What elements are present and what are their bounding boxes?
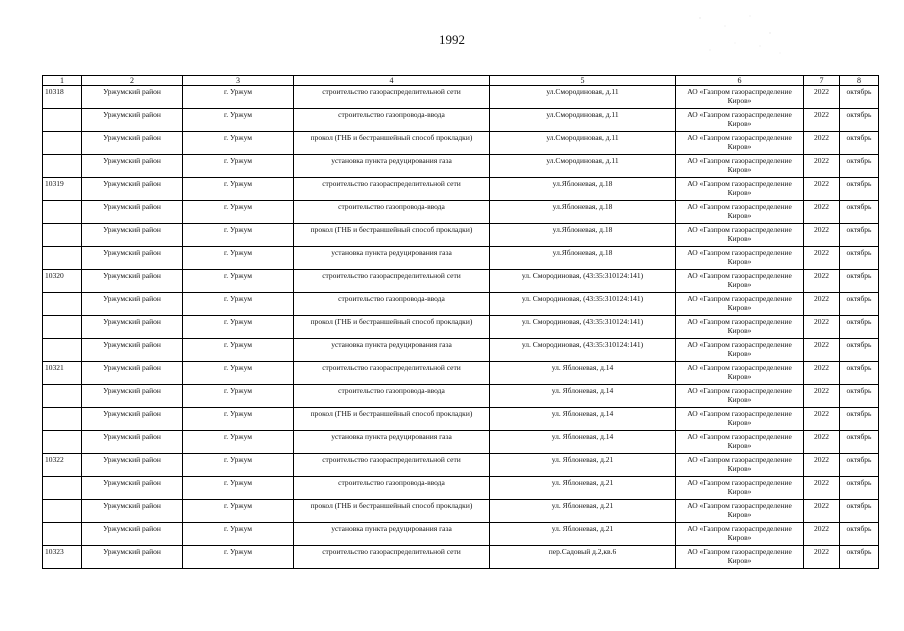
table-row bbox=[43, 316, 879, 339]
cell-town: г. Уржум bbox=[183, 385, 294, 408]
cell-organization: АО «Газпром газораспределение Киров» bbox=[676, 431, 804, 454]
table-row bbox=[43, 546, 879, 569]
cell-id bbox=[43, 523, 82, 546]
cell-year: 2022 bbox=[804, 339, 840, 362]
cell-work-type: прокол (ГНБ и бестраншейный способ прокладки) bbox=[294, 316, 490, 339]
cell-organization: АО «Газпром газораспределение Киров» bbox=[676, 523, 804, 546]
cell-work-type: установка пункта редуцирования газа bbox=[294, 155, 490, 178]
cell-id: 10320 bbox=[43, 270, 82, 293]
cell-year: 2022 bbox=[804, 477, 840, 500]
cell-organization: АО «Газпром газораспределение Киров» bbox=[676, 454, 804, 477]
cell-id bbox=[43, 339, 82, 362]
cell-year: 2022 bbox=[804, 454, 840, 477]
cell-id bbox=[43, 247, 82, 270]
cell-town: г. Уржум bbox=[183, 339, 294, 362]
cell-district: Уржумский район bbox=[82, 546, 183, 569]
cell-town: г. Уржум bbox=[183, 408, 294, 431]
cell-work-type: строительство газораспределительной сети bbox=[294, 454, 490, 477]
table-row bbox=[43, 431, 879, 454]
cell-year: 2022 bbox=[804, 155, 840, 178]
page-number: 1992 bbox=[439, 32, 465, 47]
cell-organization: АО «Газпром газораспределение Киров» bbox=[676, 477, 804, 500]
cell-district: Уржумский район bbox=[82, 132, 183, 155]
cell-address: ул.Смородиновая, д.11 bbox=[490, 132, 676, 155]
cell-district: Уржумский район bbox=[82, 86, 183, 109]
cell-work-type: прокол (ГНБ и бестраншейный способ прокладки) bbox=[294, 132, 490, 155]
cell-organization: АО «Газпром газораспределение Киров» bbox=[676, 132, 804, 155]
table-row bbox=[43, 155, 879, 178]
cell-work-type: строительство газопровода-ввода bbox=[294, 293, 490, 316]
cell-address: ул. Смородиновая, (43:35:310124:141) bbox=[490, 270, 676, 293]
cell-year: 2022 bbox=[804, 385, 840, 408]
cell-address: ул. Яблоневая, д.14 bbox=[490, 408, 676, 431]
table-header-row bbox=[43, 76, 879, 86]
cell-district: Уржумский район bbox=[82, 362, 183, 385]
cell-work-type: строительство газопровода-ввода bbox=[294, 109, 490, 132]
table-row bbox=[43, 385, 879, 408]
cell-month: октябрь bbox=[840, 109, 879, 132]
cell-district: Уржумский район bbox=[82, 178, 183, 201]
cell-district: Уржумский район bbox=[82, 454, 183, 477]
cell-address: ул.Смородиновая, д.11 bbox=[490, 86, 676, 109]
cell-organization: АО «Газпром газораспределение Киров» bbox=[676, 385, 804, 408]
table-row bbox=[43, 500, 879, 523]
cell-work-type: установка пункта редуцирования газа bbox=[294, 431, 490, 454]
cell-town: г. Уржум bbox=[183, 247, 294, 270]
cell-year: 2022 bbox=[804, 86, 840, 109]
cell-year: 2022 bbox=[804, 546, 840, 569]
cell-district: Уржумский район bbox=[82, 477, 183, 500]
cell-id bbox=[43, 293, 82, 316]
cell-address: ул. Яблоневая, д.21 bbox=[490, 523, 676, 546]
cell-town: г. Уржум bbox=[183, 132, 294, 155]
cell-organization: АО «Газпром газораспределение Киров» bbox=[676, 316, 804, 339]
cell-town: г. Уржум bbox=[183, 201, 294, 224]
cell-address: пер.Садовый д.2,кв.6 bbox=[490, 546, 676, 569]
table-row bbox=[43, 247, 879, 270]
cell-month: октябрь bbox=[840, 431, 879, 454]
column-header: 6 bbox=[676, 76, 804, 86]
cell-year: 2022 bbox=[804, 178, 840, 201]
cell-year: 2022 bbox=[804, 408, 840, 431]
cell-district: Уржумский район bbox=[82, 431, 183, 454]
cell-id bbox=[43, 155, 82, 178]
cell-district: Уржумский район bbox=[82, 201, 183, 224]
cell-organization: АО «Газпром газораспределение Киров» bbox=[676, 86, 804, 109]
cell-month: октябрь bbox=[840, 270, 879, 293]
cell-id bbox=[43, 431, 82, 454]
cell-organization: АО «Газпром газораспределение Киров» bbox=[676, 546, 804, 569]
table-row bbox=[43, 132, 879, 155]
table-row bbox=[43, 109, 879, 132]
scan-noise bbox=[680, 8, 800, 63]
cell-district: Уржумский район bbox=[82, 270, 183, 293]
cell-month: октябрь bbox=[840, 454, 879, 477]
cell-address: ул. Яблоневая, д.21 bbox=[490, 477, 676, 500]
cell-month: октябрь bbox=[840, 293, 879, 316]
cell-town: г. Уржум bbox=[183, 500, 294, 523]
cell-month: октябрь bbox=[840, 362, 879, 385]
cell-id bbox=[43, 132, 82, 155]
cell-town: г. Уржум bbox=[183, 316, 294, 339]
cell-work-type: установка пункта редуцирования газа bbox=[294, 339, 490, 362]
cell-year: 2022 bbox=[804, 109, 840, 132]
data-table bbox=[42, 75, 879, 569]
cell-work-type: прокол (ГНБ и бестраншейный способ прокладки) bbox=[294, 224, 490, 247]
cell-district: Уржумский район bbox=[82, 523, 183, 546]
cell-address: ул. Яблоневая, д.14 bbox=[490, 431, 676, 454]
cell-organization: АО «Газпром газораспределение Киров» bbox=[676, 224, 804, 247]
cell-address: ул. Яблоневая, д.14 bbox=[490, 362, 676, 385]
cell-address: ул. Яблоневая, д.14 bbox=[490, 385, 676, 408]
cell-id: 10321 bbox=[43, 362, 82, 385]
cell-town: г. Уржум bbox=[183, 477, 294, 500]
cell-organization: АО «Газпром газораспределение Киров» bbox=[676, 293, 804, 316]
cell-town: г. Уржум bbox=[183, 431, 294, 454]
cell-address: ул.Яблоневая, д.18 bbox=[490, 247, 676, 270]
cell-month: октябрь bbox=[840, 477, 879, 500]
cell-work-type: установка пункта редуцирования газа bbox=[294, 247, 490, 270]
cell-year: 2022 bbox=[804, 293, 840, 316]
column-header: 3 bbox=[183, 76, 294, 86]
cell-id bbox=[43, 500, 82, 523]
cell-month: октябрь bbox=[840, 316, 879, 339]
cell-work-type: установка пункта редуцирования газа bbox=[294, 523, 490, 546]
cell-year: 2022 bbox=[804, 270, 840, 293]
cell-town: г. Уржум bbox=[183, 362, 294, 385]
cell-district: Уржумский район bbox=[82, 224, 183, 247]
cell-month: октябрь bbox=[840, 546, 879, 569]
cell-organization: АО «Газпром газораспределение Киров» bbox=[676, 362, 804, 385]
cell-id: 10323 bbox=[43, 546, 82, 569]
cell-id: 10322 bbox=[43, 454, 82, 477]
cell-work-type: прокол (ГНБ и бестраншейный способ прокладки) bbox=[294, 408, 490, 431]
cell-district: Уржумский район bbox=[82, 247, 183, 270]
cell-address: ул. Смородиновая, (43:35:310124:141) bbox=[490, 316, 676, 339]
cell-month: октябрь bbox=[840, 408, 879, 431]
cell-month: октябрь bbox=[840, 86, 879, 109]
cell-address: ул.Яблоневая, д.18 bbox=[490, 224, 676, 247]
cell-town: г. Уржум bbox=[183, 86, 294, 109]
cell-year: 2022 bbox=[804, 132, 840, 155]
cell-year: 2022 bbox=[804, 431, 840, 454]
cell-district: Уржумский район bbox=[82, 316, 183, 339]
cell-work-type: строительство газопровода-ввода bbox=[294, 477, 490, 500]
cell-work-type: строительство газопровода-ввода bbox=[294, 385, 490, 408]
table-row bbox=[43, 224, 879, 247]
cell-month: октябрь bbox=[840, 385, 879, 408]
table-row bbox=[43, 454, 879, 477]
cell-town: г. Уржум bbox=[183, 224, 294, 247]
cell-town: г. Уржум bbox=[183, 155, 294, 178]
cell-year: 2022 bbox=[804, 362, 840, 385]
table-row bbox=[43, 408, 879, 431]
cell-month: октябрь bbox=[840, 339, 879, 362]
column-header: 7 bbox=[804, 76, 840, 86]
cell-month: октябрь bbox=[840, 500, 879, 523]
cell-district: Уржумский район bbox=[82, 155, 183, 178]
cell-year: 2022 bbox=[804, 224, 840, 247]
cell-id bbox=[43, 201, 82, 224]
cell-organization: АО «Газпром газораспределение Киров» bbox=[676, 500, 804, 523]
table-row bbox=[43, 339, 879, 362]
cell-organization: АО «Газпром газораспределение Киров» bbox=[676, 109, 804, 132]
cell-address: ул.Смородиновая, д.11 bbox=[490, 109, 676, 132]
cell-town: г. Уржум bbox=[183, 109, 294, 132]
cell-year: 2022 bbox=[804, 201, 840, 224]
cell-district: Уржумский район bbox=[82, 339, 183, 362]
cell-organization: АО «Газпром газораспределение Киров» bbox=[676, 408, 804, 431]
cell-organization: АО «Газпром газораспределение Киров» bbox=[676, 201, 804, 224]
cell-town: г. Уржум bbox=[183, 270, 294, 293]
cell-year: 2022 bbox=[804, 500, 840, 523]
cell-organization: АО «Газпром газораспределение Киров» bbox=[676, 155, 804, 178]
cell-district: Уржумский район bbox=[82, 109, 183, 132]
cell-month: октябрь bbox=[840, 155, 879, 178]
cell-address: ул.Яблоневая, д.18 bbox=[490, 178, 676, 201]
table-row bbox=[43, 477, 879, 500]
cell-address: ул. Яблоневая, д.21 bbox=[490, 454, 676, 477]
cell-organization: АО «Газпром газораспределение Киров» bbox=[676, 270, 804, 293]
cell-organization: АО «Газпром газораспределение Киров» bbox=[676, 339, 804, 362]
cell-address: ул.Смородиновая, д.11 bbox=[490, 155, 676, 178]
cell-address: ул.Яблоневая, д.18 bbox=[490, 201, 676, 224]
table-row bbox=[43, 523, 879, 546]
cell-id: 10319 bbox=[43, 178, 82, 201]
cell-town: г. Уржум bbox=[183, 293, 294, 316]
table-body bbox=[43, 86, 879, 569]
column-header: 1 bbox=[43, 76, 82, 86]
cell-address: ул. Смородиновая, (43:35:310124:141) bbox=[490, 293, 676, 316]
cell-organization: АО «Газпром газораспределение Киров» bbox=[676, 178, 804, 201]
cell-year: 2022 bbox=[804, 247, 840, 270]
column-header: 8 bbox=[840, 76, 879, 86]
table-row bbox=[43, 86, 879, 109]
cell-work-type: строительство газопровода-ввода bbox=[294, 201, 490, 224]
table-row bbox=[43, 362, 879, 385]
cell-work-type: строительство газораспределительной сети bbox=[294, 270, 490, 293]
cell-district: Уржумский район bbox=[82, 408, 183, 431]
cell-work-type: строительство газораспределительной сети bbox=[294, 362, 490, 385]
cell-district: Уржумский район bbox=[82, 500, 183, 523]
cell-id bbox=[43, 408, 82, 431]
cell-year: 2022 bbox=[804, 523, 840, 546]
cell-town: г. Уржум bbox=[183, 523, 294, 546]
cell-district: Уржумский район bbox=[82, 293, 183, 316]
cell-address: ул. Яблоневая, д.21 bbox=[490, 500, 676, 523]
cell-id bbox=[43, 477, 82, 500]
table-row bbox=[43, 178, 879, 201]
cell-month: октябрь bbox=[840, 523, 879, 546]
cell-work-type: строительство газораспределительной сети bbox=[294, 86, 490, 109]
cell-id bbox=[43, 385, 82, 408]
cell-month: октябрь bbox=[840, 132, 879, 155]
cell-town: г. Уржум bbox=[183, 454, 294, 477]
cell-id bbox=[43, 224, 82, 247]
cell-year: 2022 bbox=[804, 316, 840, 339]
column-header: 4 bbox=[294, 76, 490, 86]
table-row bbox=[43, 293, 879, 316]
cell-month: октябрь bbox=[840, 201, 879, 224]
table-row bbox=[43, 201, 879, 224]
cell-month: октябрь bbox=[840, 178, 879, 201]
cell-district: Уржумский район bbox=[82, 385, 183, 408]
cell-town: г. Уржум bbox=[183, 178, 294, 201]
cell-month: октябрь bbox=[840, 247, 879, 270]
cell-work-type: строительство газораспределительной сети bbox=[294, 178, 490, 201]
cell-id: 10318 bbox=[43, 86, 82, 109]
cell-work-type: прокол (ГНБ и бестраншейный способ прокладки) bbox=[294, 500, 490, 523]
cell-work-type: строительство газораспределительной сети bbox=[294, 546, 490, 569]
table-row bbox=[43, 270, 879, 293]
cell-month: октябрь bbox=[840, 224, 879, 247]
cell-town: г. Уржум bbox=[183, 546, 294, 569]
column-header: 5 bbox=[490, 76, 676, 86]
cell-id bbox=[43, 109, 82, 132]
cell-address: ул. Смородиновая, (43:35:310124:141) bbox=[490, 339, 676, 362]
column-header: 2 bbox=[82, 76, 183, 86]
cell-organization: АО «Газпром газораспределение Киров» bbox=[676, 247, 804, 270]
cell-id bbox=[43, 316, 82, 339]
